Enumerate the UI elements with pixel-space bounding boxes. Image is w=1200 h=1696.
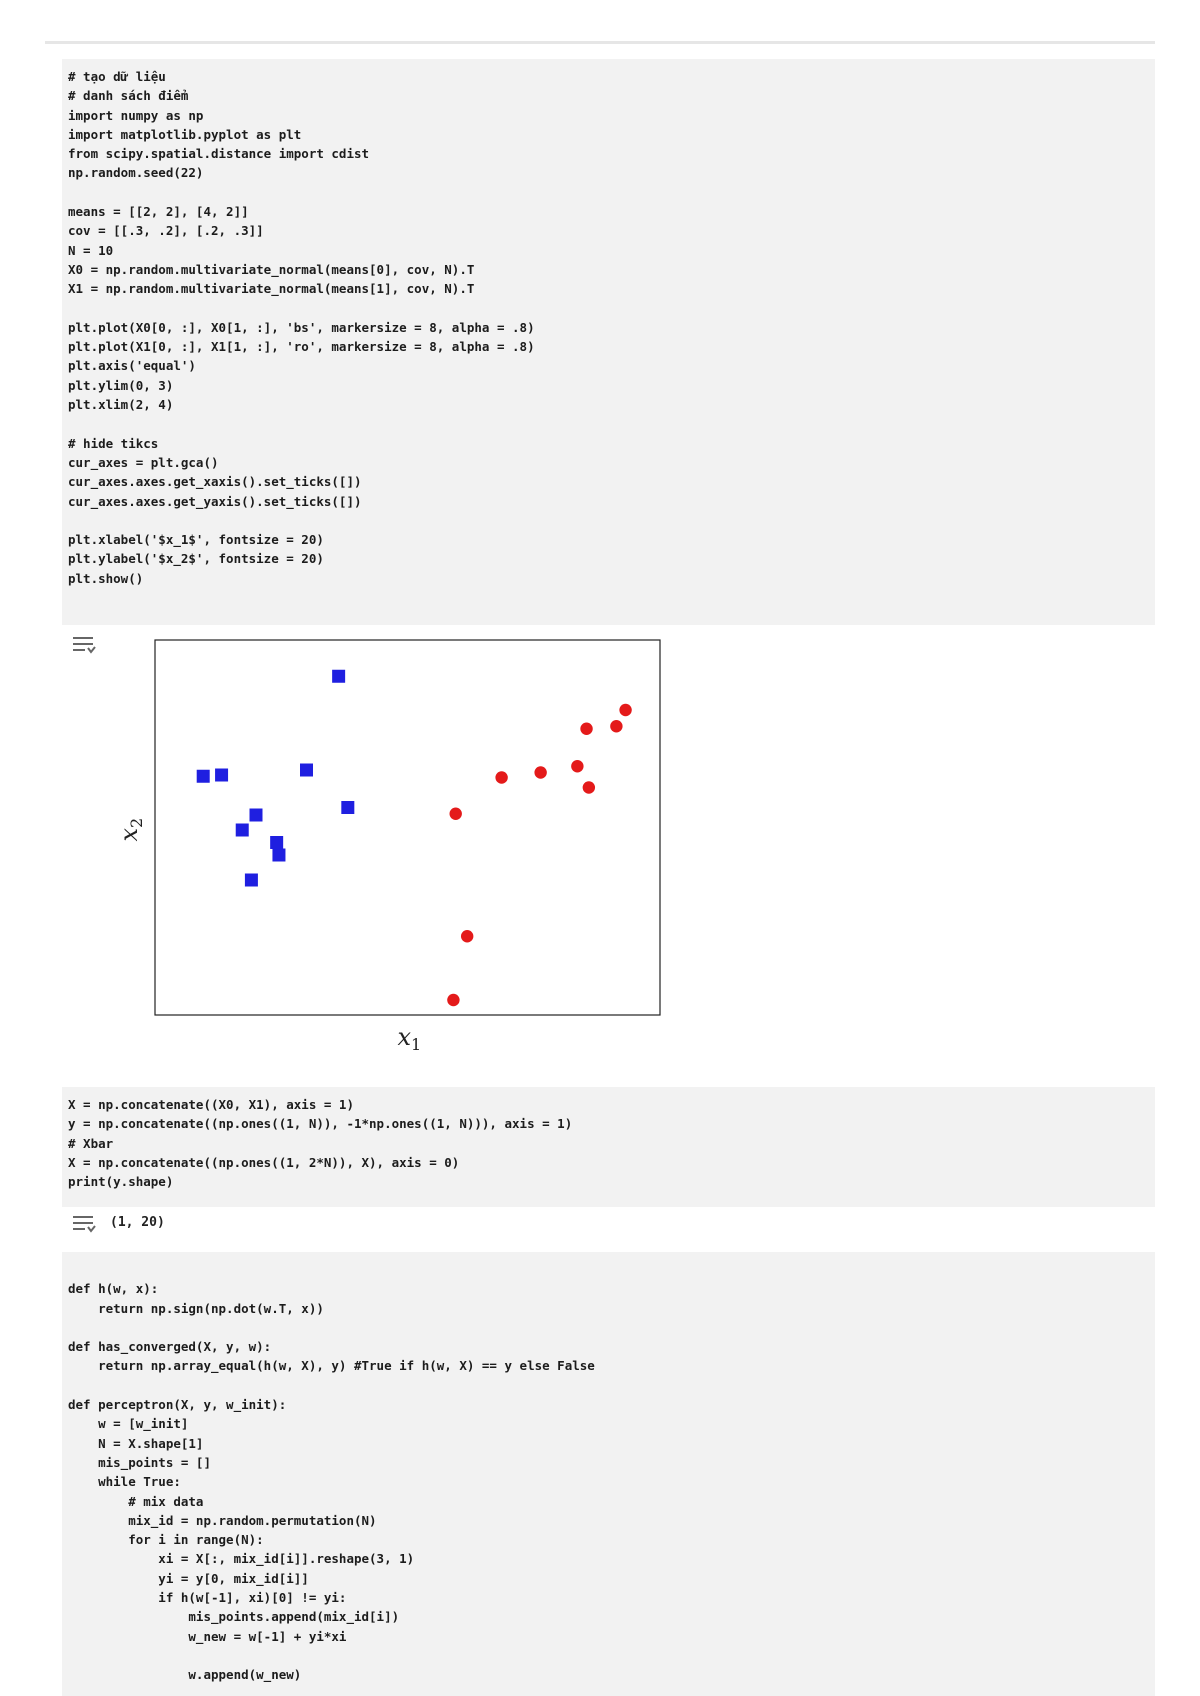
code-line: X1 = np.random.multivariate_normal(means[1], cov, N).T [68, 281, 475, 297]
code-cell-1[interactable] [62, 59, 1155, 625]
code-line: xi = X[:, mix_id[i]].reshape(3, 1) [68, 1551, 415, 1567]
code-line [68, 1376, 1155, 1395]
data-point-square [341, 801, 354, 814]
code-line: # danh sách điểm [68, 88, 189, 104]
code-line: N = 10 [68, 242, 114, 258]
code-cell-2[interactable] [62, 1087, 1155, 1207]
data-point-square [272, 849, 285, 862]
code-line: mis_points.append(mix_id[i]) [68, 1609, 400, 1625]
code-line: X0 = np.random.multivariate_normal(means[0], cov, N).T [68, 261, 475, 277]
code-line [68, 511, 1155, 530]
data-point-circle [495, 771, 507, 783]
code-line: def h(w, x): [68, 1281, 159, 1297]
code-line: plt.plot(X1[0, :], X1[1, :], 'ro', markersize = 8, alpha = .8) [68, 339, 535, 355]
cell-2-output: (1, 20) [110, 1215, 165, 1230]
code-line: if h(w[-1], xi)[0] != yi: [68, 1590, 347, 1606]
code-line: X = np.concatenate((X0, X1), axis = 1) [68, 1097, 354, 1112]
code-line: # tạo dữ liệu [68, 69, 166, 84]
data-point-square [236, 824, 249, 837]
code-line [68, 299, 1155, 318]
code-line: cur_axes.axes.get_xaxis().set_ticks([]) [68, 474, 362, 490]
code-cell-2-source[interactable] [62, 1095, 1155, 1191]
code-line: w_new = w[-1] + yi*xi [68, 1628, 347, 1644]
data-point-circle [447, 994, 459, 1006]
code-line: mix_id = np.random.permutation(N) [68, 1512, 377, 1528]
data-point-square [270, 836, 283, 849]
code-cell-3[interactable] [62, 1252, 1155, 1696]
data-point-circle [461, 930, 473, 942]
code-line: means = [[2, 2], [4, 2]] [68, 204, 249, 220]
output-settings-icon[interactable] [71, 1213, 97, 1235]
plot-frame [155, 640, 660, 1015]
code-line: cov = [[.3, .2], [.2, .3]] [68, 223, 264, 239]
code-line: plt.plot(X0[0, :], X0[1, :], 'bs', markersize = 8, alpha = .8) [68, 319, 535, 335]
y-axis-label: $x_2$ [115, 817, 146, 842]
code-line: plt.xlabel('$x_1$', fontsize = 20) [68, 532, 324, 548]
code-line: import matplotlib.pyplot as plt [68, 126, 302, 142]
data-point-square [300, 764, 313, 777]
code-line: cur_axes.axes.get_yaxis().set_ticks([]) [68, 493, 362, 509]
code-line: return np.array_equal(h(w, X), y) #True if h(w, X) == y else False [68, 1358, 595, 1374]
code-line: # hide tikcs [68, 435, 159, 451]
code-line: y = np.concatenate((np.ones((1, N)), -1*np.ones((1, N))), axis = 1) [68, 1116, 573, 1132]
code-line [68, 414, 1155, 433]
code-line: plt.ylabel('$x_2$', fontsize = 20) [68, 551, 324, 567]
code-line [68, 183, 1155, 202]
code-line: mis_points = [] [68, 1454, 211, 1470]
code-line: w.append(w_new) [68, 1667, 302, 1683]
code-line: # mix data [68, 1493, 204, 1509]
data-point-circle [580, 723, 592, 735]
top-divider [45, 41, 1155, 44]
code-line: # Xbar [68, 1135, 114, 1151]
code-line: plt.show() [68, 570, 144, 586]
code-line: plt.ylim(0, 3) [68, 377, 174, 393]
code-line: print(y.shape) [68, 1174, 174, 1190]
data-point-circle [571, 760, 583, 772]
code-line: def perceptron(X, y, w_init): [68, 1397, 287, 1413]
code-line: def has_converged(X, y, w): [68, 1339, 272, 1355]
x-axis-label: $x_1$ [397, 1023, 422, 1050]
output-settings-icon[interactable] [71, 634, 97, 656]
code-line: X = np.concatenate((np.ones((1, 2*N)), X), axis = 0) [68, 1154, 460, 1170]
code-line: N = X.shape[1] [68, 1435, 204, 1451]
code-line [68, 1318, 1155, 1337]
code-line: from scipy.spatial.distance import cdist [68, 146, 370, 162]
scatter-chart [100, 620, 680, 1050]
data-point-circle [534, 766, 546, 778]
data-point-circle [610, 720, 622, 732]
code-cell-1-source[interactable] [62, 67, 1155, 588]
data-point-square [215, 769, 228, 782]
code-line: yi = y[0, mix_id[i]] [68, 1570, 309, 1586]
data-point-square [245, 874, 258, 887]
code-line: w = [w_init] [68, 1416, 189, 1432]
code-line: np.random.seed(22) [68, 165, 204, 181]
code-line [68, 1260, 1155, 1279]
code-line: cur_axes = plt.gca() [68, 454, 219, 470]
code-line: import numpy as np [68, 107, 204, 123]
data-point-square [197, 770, 210, 783]
data-point-square [332, 670, 345, 683]
data-point-circle [619, 704, 631, 716]
code-line: while True: [68, 1474, 181, 1490]
data-point-circle [450, 808, 462, 820]
code-line: plt.axis('equal') [68, 358, 196, 374]
code-cell-3-source[interactable] [62, 1260, 1155, 1685]
code-line: for i in range(N): [68, 1532, 264, 1548]
code-line: plt.xlim(2, 4) [68, 397, 174, 413]
data-point-square [250, 809, 263, 822]
code-line: return np.sign(np.dot(w.T, x)) [68, 1300, 324, 1316]
code-line [68, 1646, 1155, 1665]
data-point-circle [583, 781, 595, 793]
